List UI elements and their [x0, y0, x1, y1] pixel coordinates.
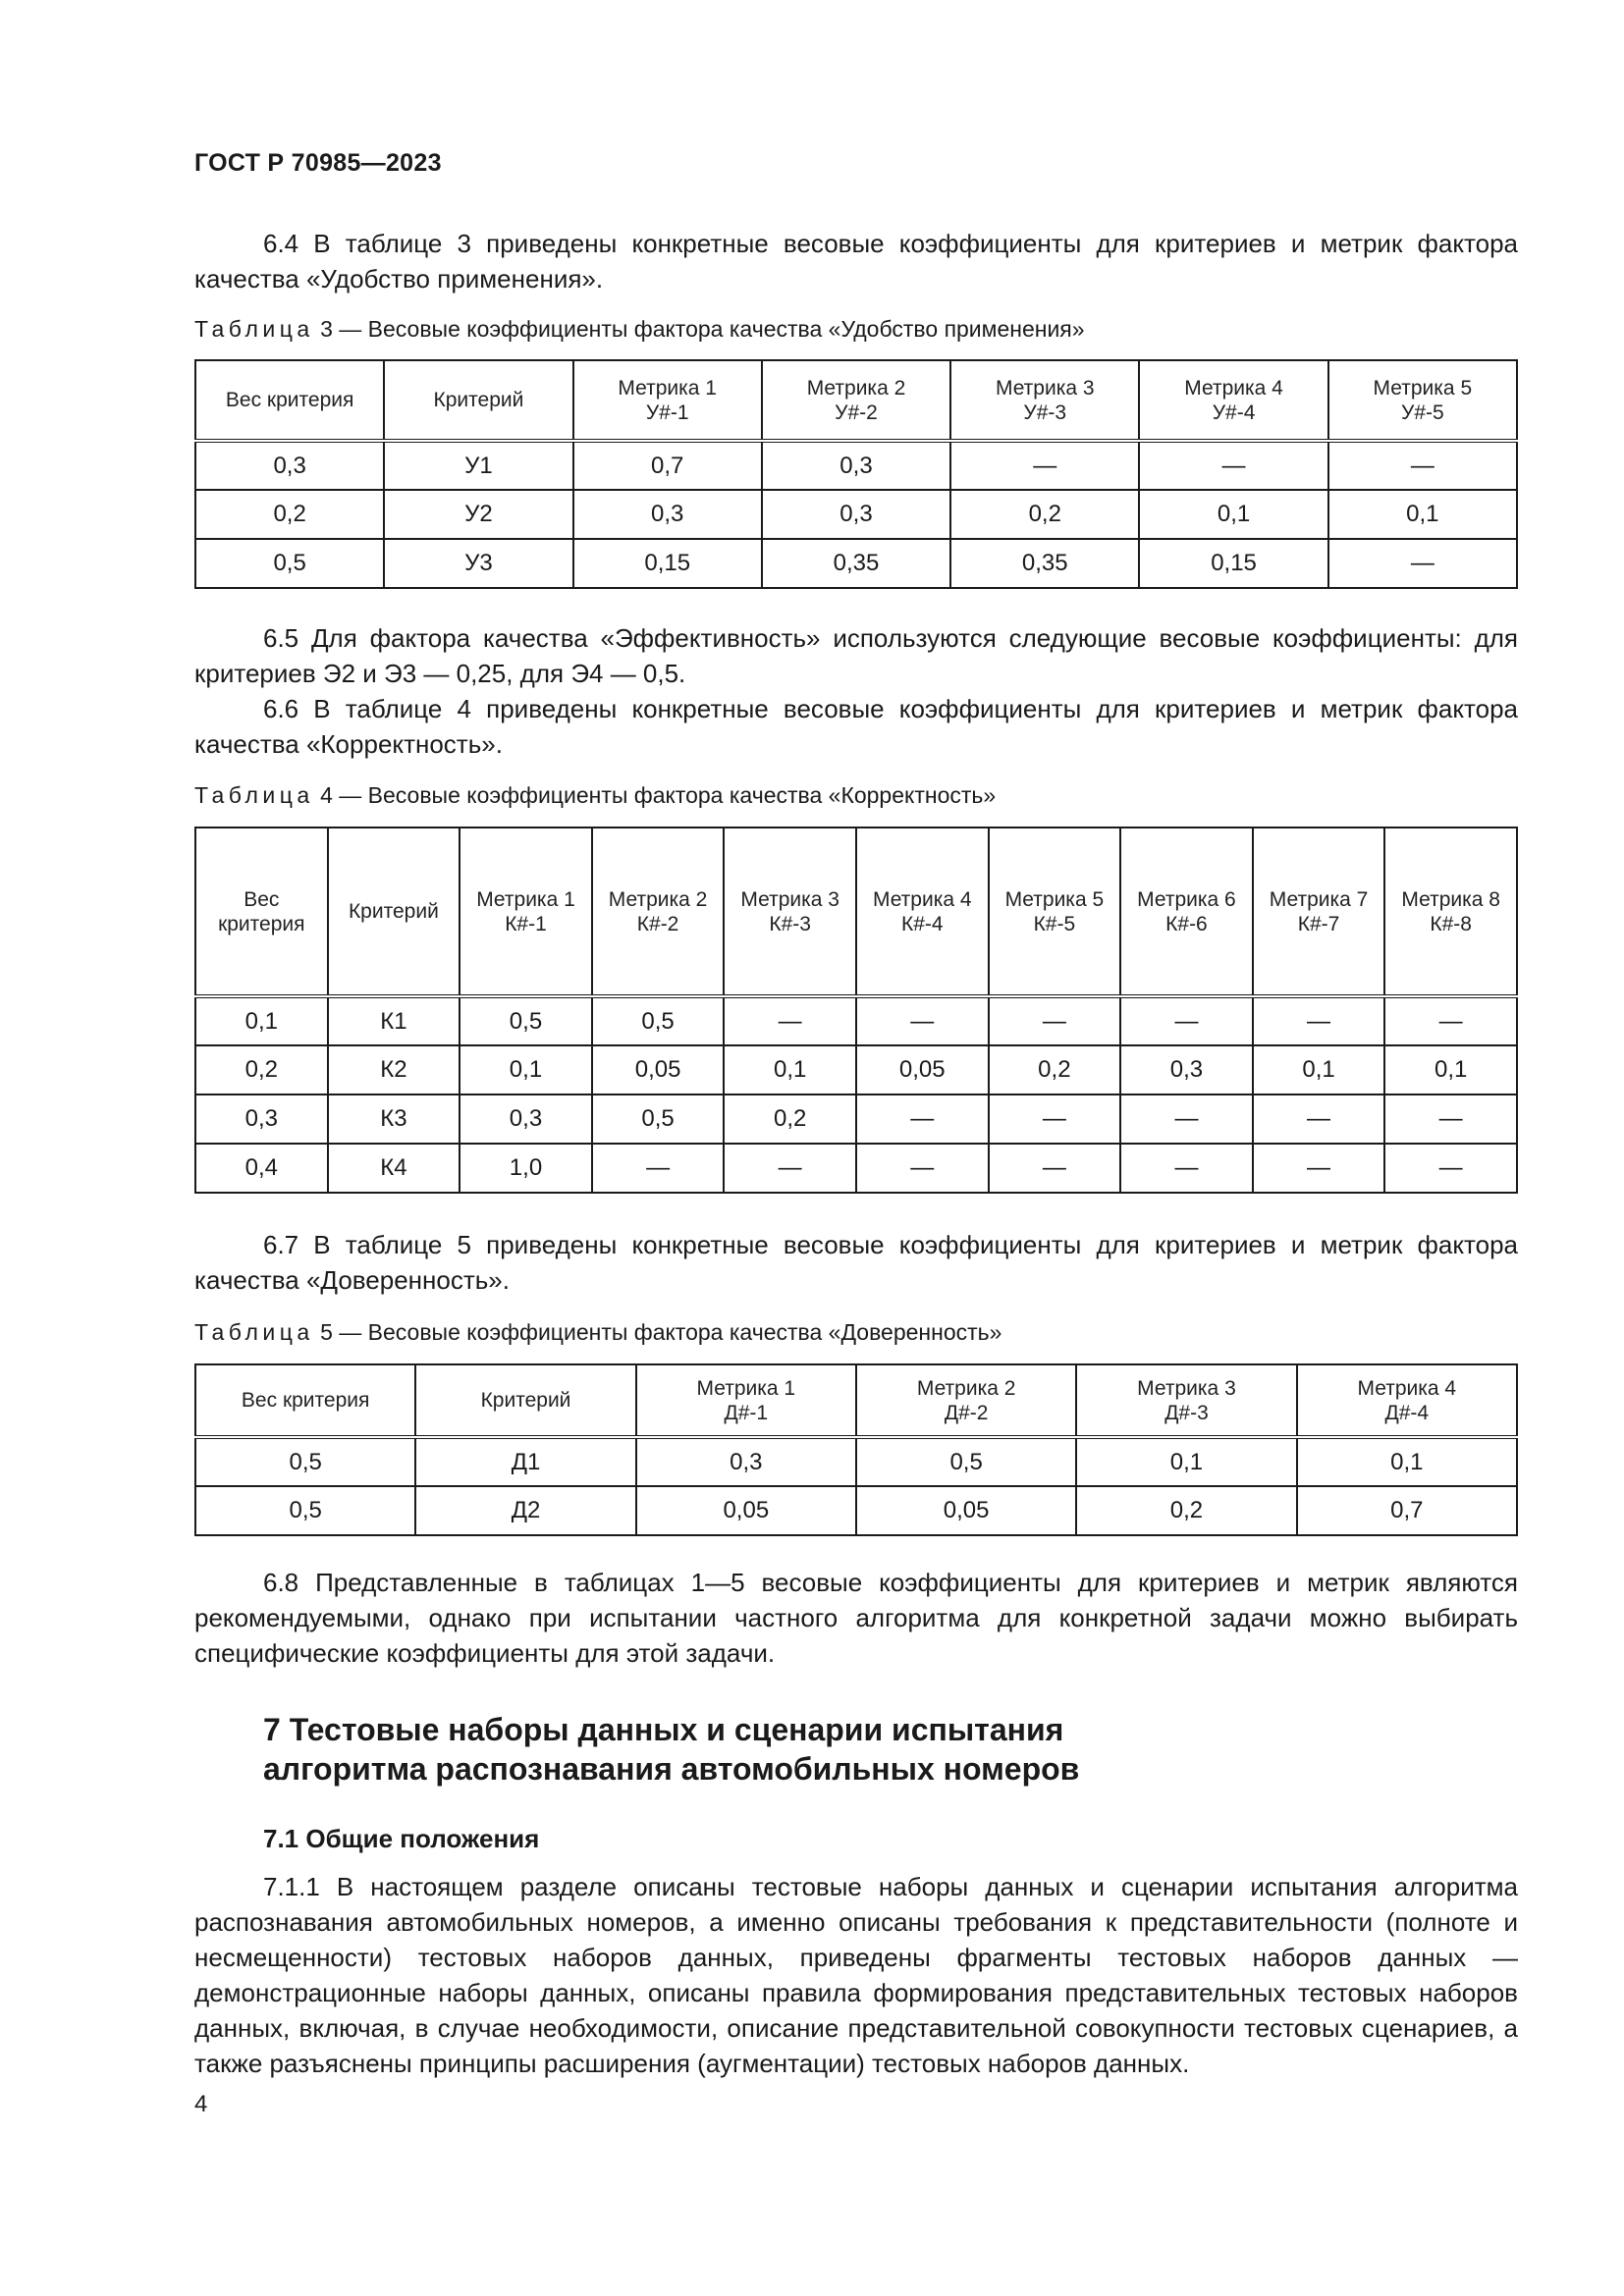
table-cell: 0,5: [856, 1437, 1076, 1486]
table5-caption-word: Таблица: [194, 1319, 314, 1345]
table-cell: У1: [384, 441, 572, 490]
column-header-line2: Д#-2: [944, 1401, 989, 1424]
table-cell: —: [989, 996, 1121, 1045]
table-cell: К3: [328, 1095, 460, 1144]
table-cell: У3: [384, 539, 572, 588]
column-header: [856, 1364, 1076, 1437]
table-cell: 1,0: [460, 1144, 592, 1193]
table-cell: 0,3: [762, 490, 950, 539]
table-cell: 0,05: [636, 1486, 856, 1535]
column-header-line1: Метрика 4: [872, 887, 972, 911]
table-cell: Д2: [415, 1486, 635, 1535]
column-header-line2: критерия: [218, 912, 305, 935]
table-cell: —: [724, 996, 856, 1045]
column-header-line1: Метрика 7: [1269, 887, 1369, 911]
column-header-line2: У#-2: [835, 400, 878, 424]
table4-caption-text: 4 — Весовые коэффициенты фактора качества «Корректность»: [320, 782, 997, 808]
table-cell: 0,3: [195, 441, 384, 490]
table-cell: 0,15: [573, 539, 762, 588]
table-row: [195, 1095, 1517, 1144]
table3-caption-word: Таблица: [194, 316, 314, 342]
column-header-line1: Метрика 1: [618, 376, 717, 400]
table-cell: 0,1: [1384, 1045, 1517, 1095]
table-row: [195, 1486, 1517, 1535]
table-cell: —: [1328, 441, 1517, 490]
column-header-line1: Метрика 5: [1004, 887, 1105, 911]
table-row: [195, 1045, 1517, 1095]
column-header-line1: Метрика 8: [1401, 887, 1500, 911]
table5-caption: [194, 1319, 1001, 1346]
column-header-line2: Д#-4: [1384, 1401, 1430, 1424]
column-header-line2: У#-5: [1400, 400, 1444, 424]
table3-caption: [194, 316, 1085, 343]
column-header: [636, 1364, 856, 1437]
column-header: [195, 828, 328, 996]
table-cell: —: [1328, 539, 1517, 588]
table-cell: 0,5: [195, 1437, 415, 1486]
table-cell: —: [856, 1095, 989, 1144]
table-cell: 0,1: [1328, 490, 1517, 539]
column-header-line1: Метрика 1: [696, 1376, 796, 1400]
section-7-heading-line1: 7 Тестовые наборы данных и сценарии испытания: [263, 1712, 1064, 1747]
table-cell: —: [989, 1095, 1121, 1144]
column-header-line1: Метрика 2: [806, 376, 906, 400]
paragraph-6-7: 6.7 В таблице 5 приведены конкретные весовые коэффициенты для критериев и метрик фактора качества «Доверенность».: [194, 1230, 1518, 1295]
table-cell: К1: [328, 996, 460, 1045]
column-header-line2: К#-5: [1033, 912, 1076, 935]
table-cell: 0,5: [195, 539, 384, 588]
column-header: [592, 828, 725, 996]
table-cell: 0,5: [592, 996, 725, 1045]
section-7-1-heading: 7.1 Общие положения: [263, 1824, 540, 1853]
column-header: [1328, 360, 1517, 441]
table-cell: —: [724, 1144, 856, 1193]
table-cell: 0,3: [573, 490, 762, 539]
table-cell: —: [1120, 996, 1253, 1045]
table-row: [195, 1144, 1517, 1193]
column-header-line1: Метрика 5: [1373, 376, 1473, 400]
column-header-line2: У#-3: [1023, 400, 1067, 424]
paragraph-6-5: 6.5 Для фактора качества «Эффективность» используются следующие весовые коэффициенты: для критериев Э2 и Э3 — 0,25, для Э4 — 0,5.: [194, 623, 1518, 688]
table3-caption-text: 3 — Весовые коэффициенты фактора качества «Удобство применения»: [320, 316, 1085, 342]
column-header: [573, 360, 762, 441]
column-header-line1: Критерий: [348, 900, 439, 923]
column-header-line1: Вес: [244, 887, 280, 911]
column-header-line1: Метрика 2: [916, 1376, 1016, 1400]
table-5: [194, 1363, 1518, 1536]
column-header-line1: Критерий: [480, 1389, 571, 1412]
table-cell: —: [1139, 441, 1327, 490]
column-header-line1: Метрика 3: [740, 887, 839, 911]
table-cell: —: [1384, 1144, 1517, 1193]
table-cell: —: [950, 441, 1139, 490]
column-header-line1: Метрика 4: [1357, 1376, 1457, 1400]
column-header: [384, 360, 572, 441]
column-header-line2: Д#-3: [1164, 1401, 1209, 1424]
table-cell: 0,5: [460, 996, 592, 1045]
table-cell: 0,35: [950, 539, 1139, 588]
table-cell: 0,7: [1297, 1486, 1517, 1535]
column-header: [1253, 828, 1385, 996]
column-header: [762, 360, 950, 441]
column-header: [1076, 1364, 1296, 1437]
column-header-line2: У#-1: [645, 400, 689, 424]
table-cell: 0,1: [1076, 1437, 1296, 1486]
column-header-line1: Метрика 2: [608, 887, 708, 911]
column-header: [1139, 360, 1327, 441]
table-cell: 0,5: [592, 1095, 725, 1144]
column-header: [195, 1364, 415, 1437]
column-header: [724, 828, 856, 996]
table-cell: 0,1: [1297, 1437, 1517, 1486]
page-number: 4: [194, 2091, 208, 2117]
table-cell: 0,15: [1139, 539, 1327, 588]
table-cell: 0,05: [856, 1045, 989, 1095]
column-header-line1: Метрика 1: [476, 887, 575, 911]
table-cell: 0,3: [1120, 1045, 1253, 1095]
section-7-heading-line2: алгоритма распознавания автомобильных номеров: [263, 1751, 1080, 1787]
column-header-line2: К#-4: [900, 912, 944, 935]
column-header-line1: Вес критерия: [225, 389, 354, 411]
table-cell: 0,1: [1253, 1045, 1385, 1095]
table-cell: 0,2: [989, 1045, 1121, 1095]
column-header-line2: У#-4: [1212, 400, 1256, 424]
table-cell: 0,2: [195, 490, 384, 539]
table-cell: —: [1384, 996, 1517, 1045]
table-row: [195, 1437, 1517, 1486]
column-header: [195, 360, 384, 441]
table-cell: —: [1253, 996, 1385, 1045]
table-cell: —: [1120, 1144, 1253, 1193]
table-cell: —: [989, 1144, 1121, 1193]
table-cell: 0,4: [195, 1144, 328, 1193]
document-header: ГОСТ Р 70985—2023: [194, 149, 442, 177]
table-cell: 0,5: [195, 1486, 415, 1535]
table-cell: 0,2: [950, 490, 1139, 539]
table-3: [194, 359, 1518, 589]
column-header-line1: Метрика 3: [1137, 1376, 1236, 1400]
table-cell: 0,3: [195, 1095, 328, 1144]
paragraph-6-8: 6.8 Представленные в таблицах 1—5 весовые коэффициенты для критериев и метрик являются рекомендуемыми, однако при испытании частного алгоритма для конкретной задачи можно выбирать специфические коэффициенты для этой задачи.: [194, 1568, 1518, 1668]
table-cell: Д1: [415, 1437, 635, 1486]
table-row: [195, 539, 1517, 588]
table-cell: 0,2: [195, 1045, 328, 1095]
table4-caption-word: Таблица: [194, 782, 314, 808]
table-cell: 0,3: [636, 1437, 856, 1486]
table-cell: 0,3: [762, 441, 950, 490]
paragraph-6-4: 6.4 В таблице 3 приведены конкретные весовые коэффициенты для критериев и метрик фактора качества «Удобство применения».: [194, 229, 1518, 294]
table-row: [195, 996, 1517, 1045]
table4-caption: [194, 782, 996, 809]
table-4: [194, 827, 1518, 1194]
table-cell: —: [592, 1144, 725, 1193]
column-header: [1384, 828, 1517, 996]
column-header-line2: Д#-1: [724, 1401, 769, 1424]
table5-caption-text: 5 — Весовые коэффициенты фактора качества «Доверенность»: [320, 1319, 1002, 1345]
table-cell: 0,7: [573, 441, 762, 490]
table-cell: —: [1253, 1095, 1385, 1144]
table-cell: —: [1384, 1095, 1517, 1144]
column-header: [950, 360, 1139, 441]
table-cell: К2: [328, 1045, 460, 1095]
table-cell: 0,1: [195, 996, 328, 1045]
table-cell: —: [856, 1144, 989, 1193]
table-cell: 0,1: [1139, 490, 1327, 539]
table-cell: —: [856, 996, 989, 1045]
paragraph-7-1-1: 7.1.1 В настоящем разделе описаны тестовые наборы данных и сценарии испытания алгоритма распознавания автомобильных номеров, а именно описаны требования к представительности (полноте и несмещенности) тестовых наборов данных, приведены фрагменты тестовых наборов данных — демонстрационные наборы данных, описаны правила формирования представительных тестовых наборов данных, включая, в случае необходимости, описание представительной совокупности тестовых сценариев, а также разъяснены принципы расширения (аугментации) тестовых наборов данных.: [194, 1872, 1518, 2078]
table-row: [195, 490, 1517, 539]
table-cell: К4: [328, 1144, 460, 1193]
table-cell: У2: [384, 490, 572, 539]
column-header-line1: Метрика 3: [995, 376, 1095, 400]
column-header-line2: К#-6: [1165, 912, 1208, 935]
column-header-line1: Метрика 4: [1184, 376, 1283, 400]
table-cell: 0,1: [724, 1045, 856, 1095]
column-header: [989, 828, 1121, 996]
table-cell: 0,35: [762, 539, 950, 588]
table-row: [195, 441, 1517, 490]
column-header: [328, 828, 460, 996]
table-cell: 0,2: [724, 1095, 856, 1144]
column-header: [415, 1364, 635, 1437]
column-header-line1: Метрика 6: [1137, 887, 1236, 911]
table-cell: 0,05: [856, 1486, 1076, 1535]
section-7-heading: [263, 1710, 1079, 1789]
column-header: [460, 828, 592, 996]
table-cell: 0,2: [1076, 1486, 1296, 1535]
column-header-line2: К#-2: [636, 912, 679, 935]
table-cell: 0,1: [460, 1045, 592, 1095]
table-cell: —: [1253, 1144, 1385, 1193]
column-header-line2: К#-8: [1430, 912, 1472, 935]
column-header-line1: Вес критерия: [241, 1389, 370, 1412]
table-cell: 0,05: [592, 1045, 725, 1095]
paragraph-6-6: 6.6 В таблице 4 приведены конкретные весовые коэффициенты для критериев и метрик фактора качества «Корректность».: [194, 694, 1518, 759]
column-header-line2: К#-3: [769, 912, 811, 935]
column-header-line2: К#-7: [1297, 912, 1340, 935]
column-header-line2: К#-1: [505, 912, 547, 935]
column-header: [1120, 828, 1253, 996]
column-header: [856, 828, 989, 996]
column-header-line1: Критерий: [433, 389, 524, 411]
column-header: [1297, 1364, 1517, 1437]
table-cell: —: [1120, 1095, 1253, 1144]
table-cell: 0,3: [460, 1095, 592, 1144]
